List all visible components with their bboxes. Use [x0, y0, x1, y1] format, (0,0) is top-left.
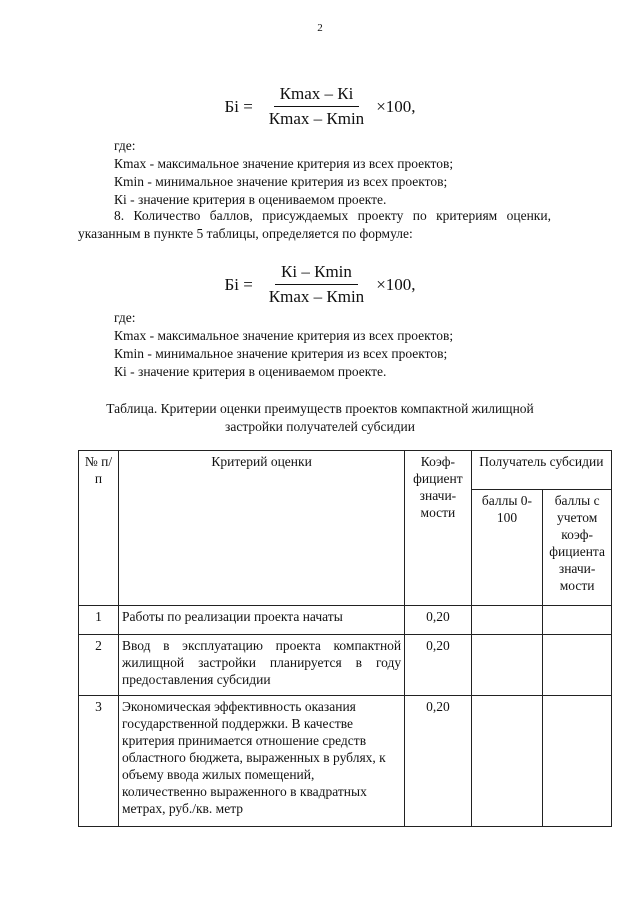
formula-2: [0, 262, 640, 307]
row-points-weighted: [543, 635, 612, 696]
header-coef: Коэф-фициент значи-мости: [405, 451, 472, 606]
formula-2-lhs: Бi =: [224, 274, 253, 294]
legend-2-line: Кmin - минимальное значение критерия из всех проектов;: [114, 346, 448, 361]
header-points-weighted: баллы с учетом коэф-фициента значи-мости: [543, 490, 612, 606]
row-points: [471, 606, 543, 635]
legend-1-line: Кi - значение критерия в оцениваемом проекте.: [114, 192, 387, 207]
row-num: 2: [79, 635, 119, 696]
header-points: баллы 0-100: [471, 490, 543, 606]
legend-1-line: Кmax - максимальное значение критерия из всех проектов;: [114, 156, 454, 171]
legend-2-line: где:: [114, 310, 136, 325]
point-8-paragraph: [78, 207, 610, 243]
formula-1-denominator: Кmax – Кmin: [268, 109, 365, 128]
legend-1-line: где:: [114, 138, 136, 153]
row-coef: 0,20: [405, 696, 472, 827]
table-header-row: [79, 451, 612, 490]
formula-1-fraction: [263, 84, 370, 129]
formula-1: [0, 84, 640, 129]
formula-1-lhs: Бi =: [224, 96, 253, 116]
row-criterion: Ввод в эксплуатацию проекта компактной жилищной застройки планируется в году предоставления субсидии: [119, 635, 405, 696]
header-recipient: Получатель субсидии: [471, 451, 611, 490]
point-8-line-2: указанным в пункте 5 таблицы, определяется по формуле:: [78, 226, 413, 241]
legend-2-line: Кmax - максимальное значение критерия из всех проектов;: [114, 328, 454, 343]
table-row: [79, 606, 612, 635]
row-points-weighted: [543, 606, 612, 635]
formula-1-numerator: Кmax – Кi: [274, 84, 360, 107]
criteria-table: [78, 450, 612, 827]
row-criterion: Экономическая эффективность оказания государственной поддержки. В качестве критерия принимается отношение средств областного бюджета, выраженных в рублях, к объему ввода жилых помещений, количественно выраженного в квадратных метрах, руб./кв. метр: [119, 696, 405, 827]
row-num: 3: [79, 696, 119, 827]
formula-2-denominator: Кmax – Кmin: [268, 287, 365, 306]
header-criterion: Критерий оценки: [119, 451, 405, 606]
formula-2-numerator: Кi – Кmin: [275, 262, 358, 285]
row-coef: 0,20: [405, 635, 472, 696]
page-number: 2: [317, 22, 323, 34]
row-num: 1: [79, 606, 119, 635]
table-row: [79, 696, 612, 827]
row-criterion: Работы по реализации проекта начаты: [119, 606, 405, 635]
point-8-line-1: 8. Количество баллов, присуждаемых проекту по критериям оценки,: [114, 208, 551, 223]
formula-1-rhs: ×100,: [376, 96, 416, 116]
row-points: [471, 635, 543, 696]
row-points: [471, 696, 543, 827]
formula-2-fraction: [263, 262, 370, 307]
formula-2-rhs: ×100,: [376, 274, 416, 294]
legend-2: [78, 309, 610, 381]
header-num: № п/п: [79, 451, 119, 606]
legend-1-line: Кmin - минимальное значение критерия из всех проектов;: [114, 174, 448, 189]
table-row: [79, 635, 612, 696]
legend-1: [78, 137, 610, 209]
table-caption-line-1: Таблица. Критерии оценки преимуществ проектов компактной жилищной: [106, 401, 534, 416]
table-caption-line-2: застройки получателей субсидии: [225, 419, 415, 434]
row-coef: 0,20: [405, 606, 472, 635]
table-caption: [0, 400, 640, 436]
row-points-weighted: [543, 696, 612, 827]
legend-2-line: Кi - значение критерия в оцениваемом проекте.: [114, 364, 387, 379]
